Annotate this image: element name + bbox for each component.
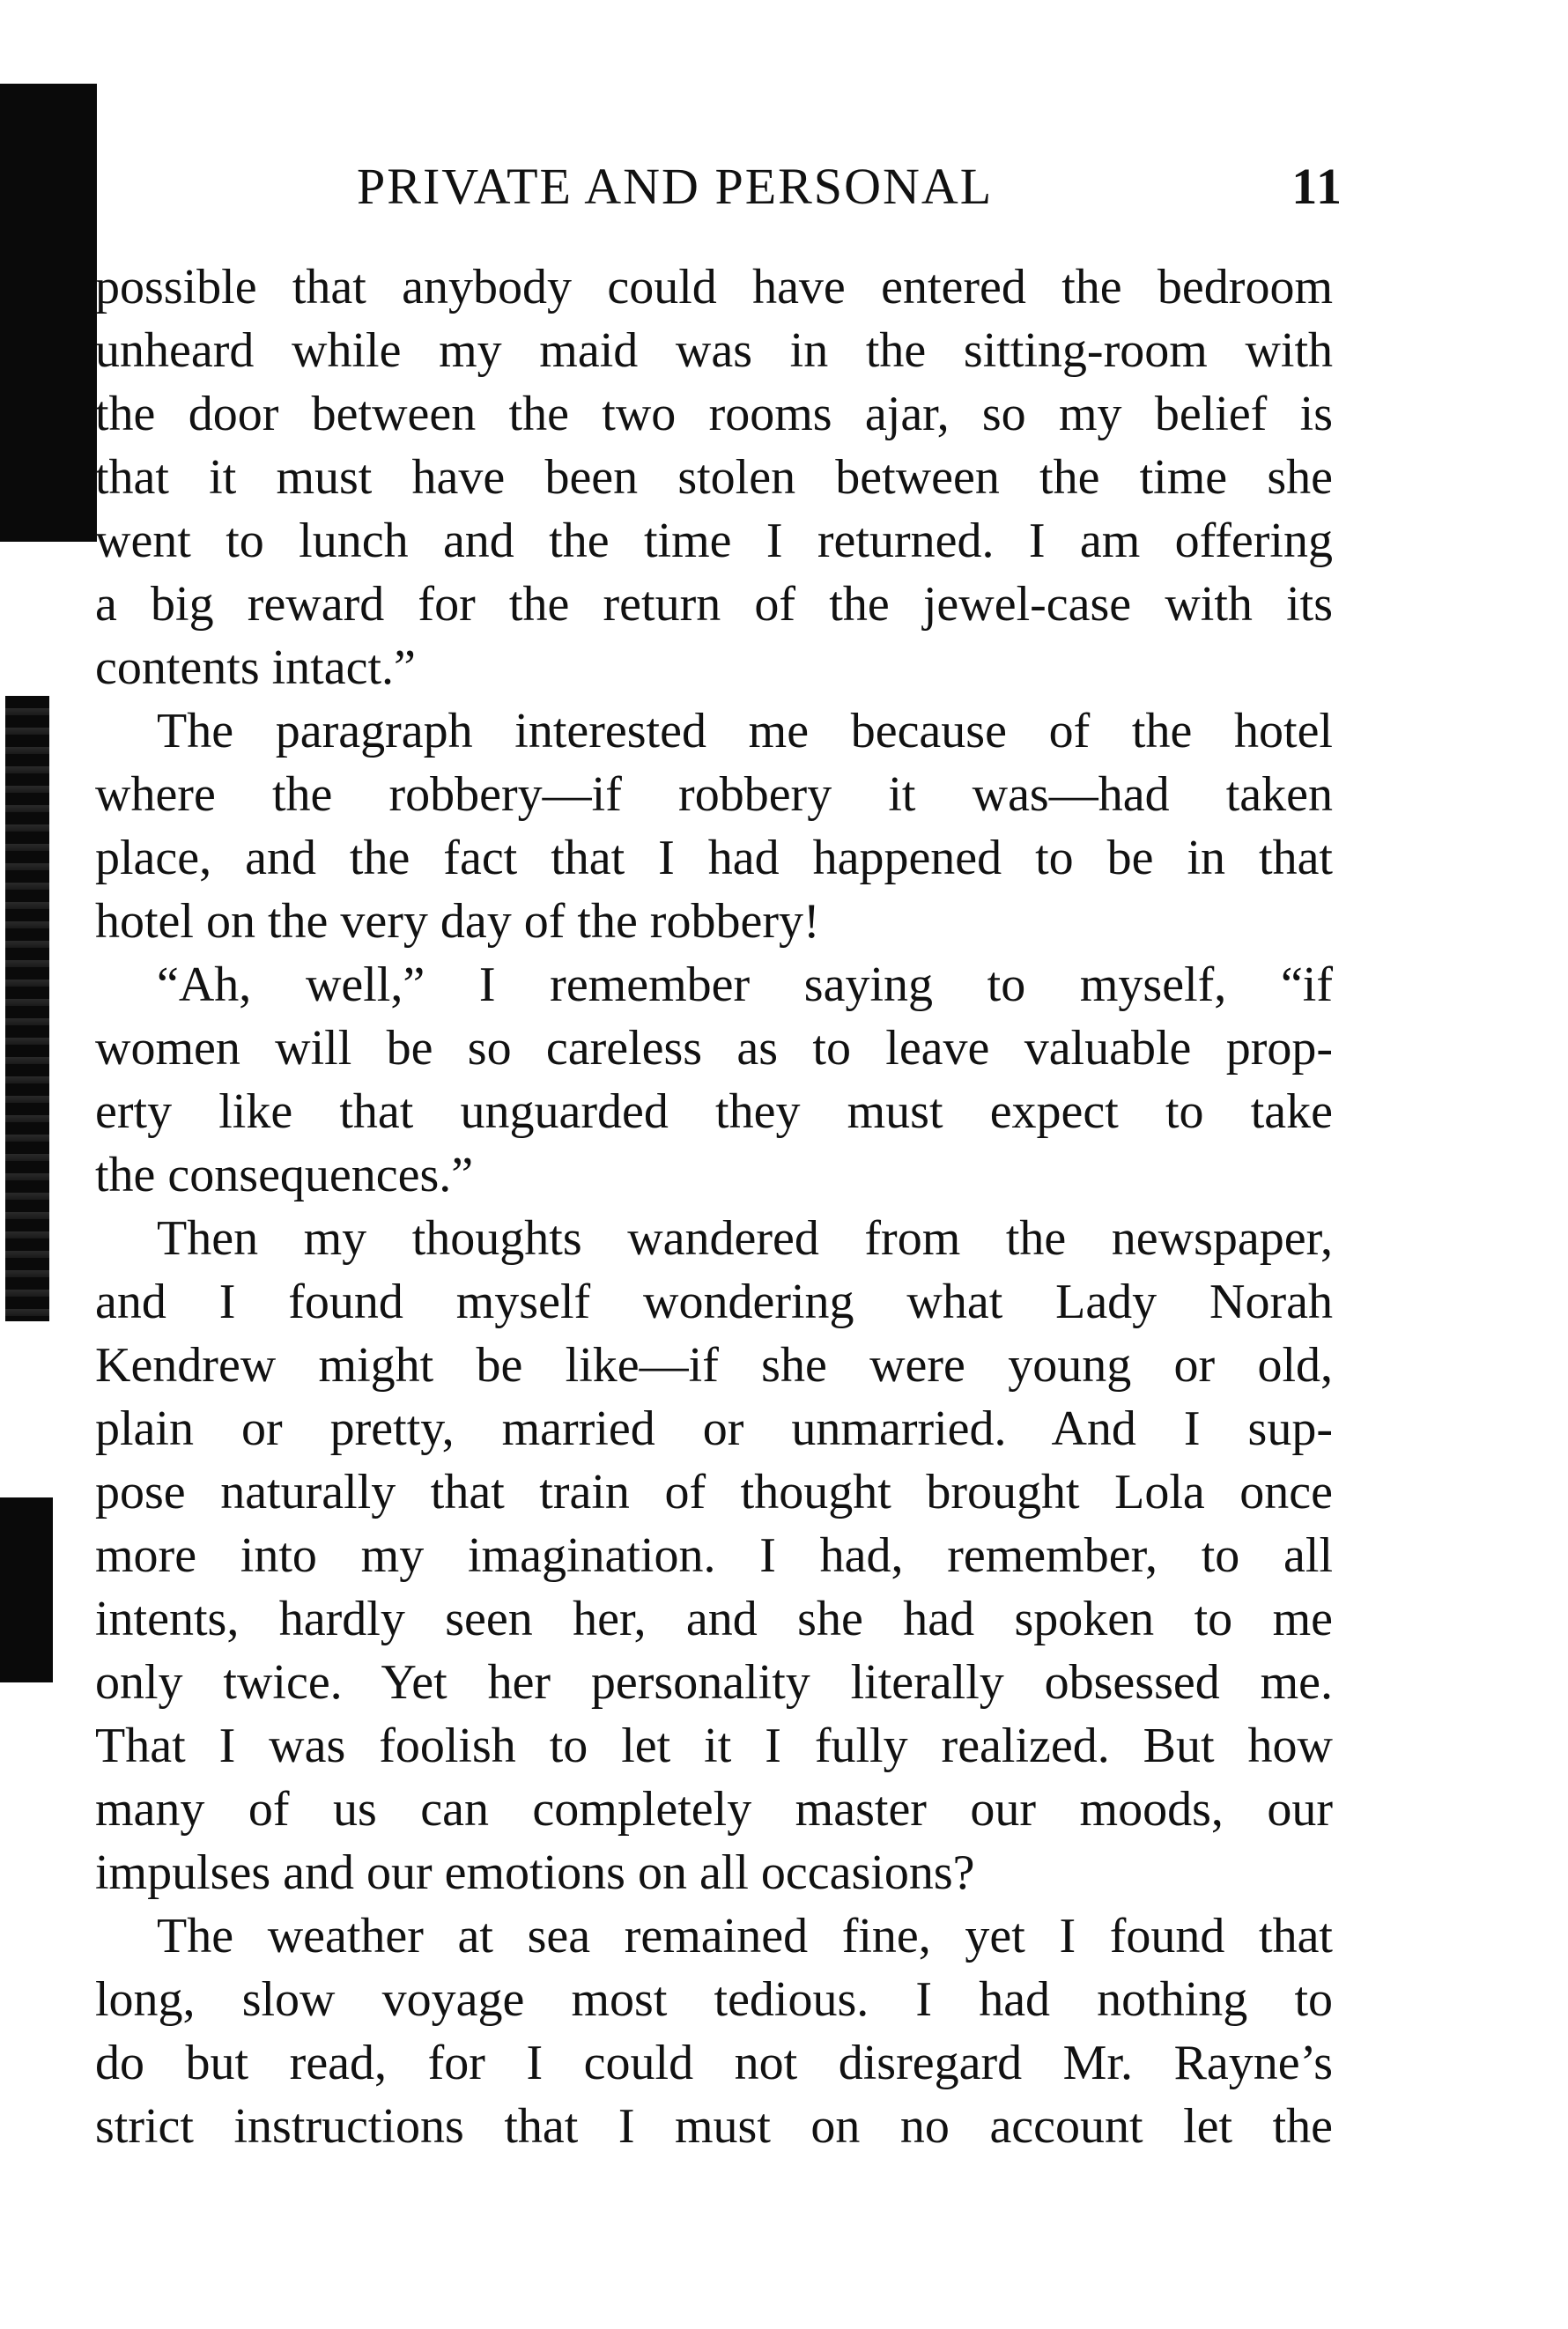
text-line: the consequences.” — [95, 1148, 474, 1202]
text-line: do but read, for I could not disregard Mr. Rayne’s — [95, 2036, 1333, 2090]
text-line: hotel on the very day of the robbery! — [95, 894, 820, 949]
text-line: many of us can completely master our moods, our — [95, 1782, 1333, 1837]
text-line: That I was foolish to let it I fully realized. But how — [95, 1719, 1333, 1773]
text-line: erty like that unguarded they must expect to take — [95, 1084, 1333, 1139]
running-title: PRIVATE AND PERSONAL — [357, 158, 994, 215]
text-line: Then my thoughts wandered from the newspaper, — [157, 1211, 1333, 1266]
binding-shadow — [5, 696, 49, 1321]
text-line: “Ah, well,” I remember saying to myself, “if — [157, 957, 1333, 1012]
text-line: women will be so careless as to leave valuable prop- — [95, 1021, 1333, 1076]
text-line: pose naturally that train of thought brought Lola once — [95, 1465, 1333, 1519]
text-line: strict instructions that I must on no account let the — [95, 2099, 1333, 2154]
binding-shadow — [0, 1497, 53, 1682]
text-line: possible that anybody could have entered the bedroom — [95, 260, 1333, 314]
text-line: intents, hardly seen her, and she had spoken to me — [95, 1592, 1333, 1646]
text-line: a big reward for the return of the jewel-case with its — [95, 577, 1333, 632]
text-line: and I found myself wondering what Lady Norah — [95, 1275, 1333, 1329]
text-line: The weather at sea remained fine, yet I found that — [157, 1909, 1333, 1963]
text-line: that it must have been stolen between the time she — [95, 450, 1333, 505]
text-line: where the robbery—if robbery it was—had taken — [95, 767, 1333, 822]
page-number: 11 — [1291, 158, 1343, 215]
text-line: long, slow voyage most tedious. I had nothing to — [95, 1972, 1333, 2027]
body-text — [95, 255, 1333, 2158]
text-line: only twice. Yet her personality literally obsessed me. — [95, 1655, 1333, 1710]
text-line: plain or pretty, married or unmarried. And I sup- — [95, 1401, 1333, 1456]
running-head — [357, 157, 1343, 218]
text-line: the door between the two rooms ajar, so my belief is — [95, 387, 1333, 441]
text-line: contents intact.” — [95, 640, 416, 695]
text-line: The paragraph interested me because of the hotel — [157, 704, 1333, 758]
text-line: impulses and our emotions on all occasions? — [95, 1845, 975, 1900]
text-line: unheard while my maid was in the sitting-room with — [95, 323, 1333, 378]
binding-shadow — [0, 84, 97, 542]
text-line: went to lunch and the time I returned. I am offering — [95, 514, 1333, 568]
text-line: place, and the fact that I had happened to be in that — [95, 831, 1333, 885]
text-line: Kendrew might be like—if she were young or old, — [95, 1338, 1333, 1393]
text-line: more into my imagination. I had, remember, to all — [95, 1528, 1333, 1583]
